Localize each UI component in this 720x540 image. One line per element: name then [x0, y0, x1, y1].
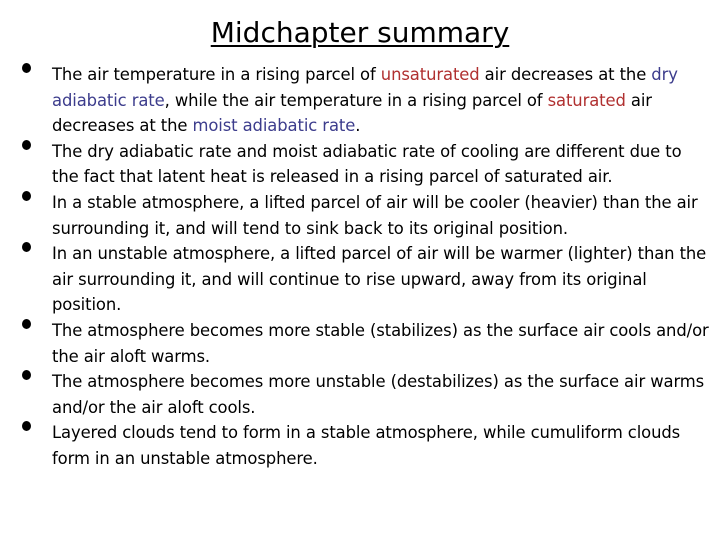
summary-item-stable-atmosphere: [0, 190, 712, 241]
page-title: [0, 14, 720, 52]
bullet-dot-icon: [22, 191, 31, 201]
bullet-dot-icon: [22, 242, 31, 252]
bullet-dot-icon: [22, 421, 31, 431]
summary-list: [0, 62, 712, 472]
bullet-dot-icon: [22, 140, 31, 150]
summary-item-destabilizes: [0, 369, 712, 420]
summary-item-unstable-atmosphere: [0, 241, 712, 318]
text-segment: air decreases at the: [52, 90, 652, 136]
text-segment: .: [355, 116, 361, 136]
summary-text: The atmosphere becomes more unstable (destabilizes) as the surface air warms and/or the air aloft cools.: [52, 372, 705, 417]
text-segment: , while the air temperature in a rising parcel of: [164, 90, 548, 110]
summary-item-latent-heat: [0, 139, 712, 190]
summary-item-stabilizes: [0, 318, 712, 369]
bullet-dot-icon: [22, 63, 31, 73]
page-title-text: Midchapter summary: [210, 16, 510, 49]
bullet-dot-icon: [22, 370, 31, 380]
highlight-saturated: saturated: [547, 90, 626, 110]
highlight-unsaturated: unsaturated: [380, 65, 480, 84]
summary-text: In a stable atmosphere, a lifted parcel of air will be cooler (heavier) than the air surrounding it, and will tend to sink back to its original position.: [52, 192, 698, 238]
summary-text: [52, 65, 678, 135]
highlight-dry-adiabatic-rate: dry adiabatic rate: [52, 65, 678, 110]
summary-text: The dry adiabatic rate and moist adiabatic rate of cooling are different due to the fact that latent heat is released in a rising parcel of saturated air.: [52, 141, 682, 187]
summary-text: The atmosphere becomes more stable (stabilizes) as the surface air cools and/or the air aloft warms.: [52, 320, 709, 366]
summary-text: Layered clouds tend to form in a stable atmosphere, while cumuliform clouds form in an unstable atmosphere.: [52, 423, 681, 468]
text-segment: air decreases at the: [479, 65, 652, 84]
summary-text: In an unstable atmosphere, a lifted parcel of air will be warmer (lighter) than the air surrounding it, and will continue to rise upward, away from its original position.: [52, 244, 707, 315]
summary-item-adiabatic-rates: [0, 62, 712, 139]
highlight-moist-adiabatic-rate: moist adiabatic rate: [192, 116, 356, 136]
bullet-dot-icon: [22, 319, 31, 329]
text-segment: The air temperature in a rising parcel of: [52, 65, 381, 84]
summary-item-clouds: [0, 420, 712, 471]
